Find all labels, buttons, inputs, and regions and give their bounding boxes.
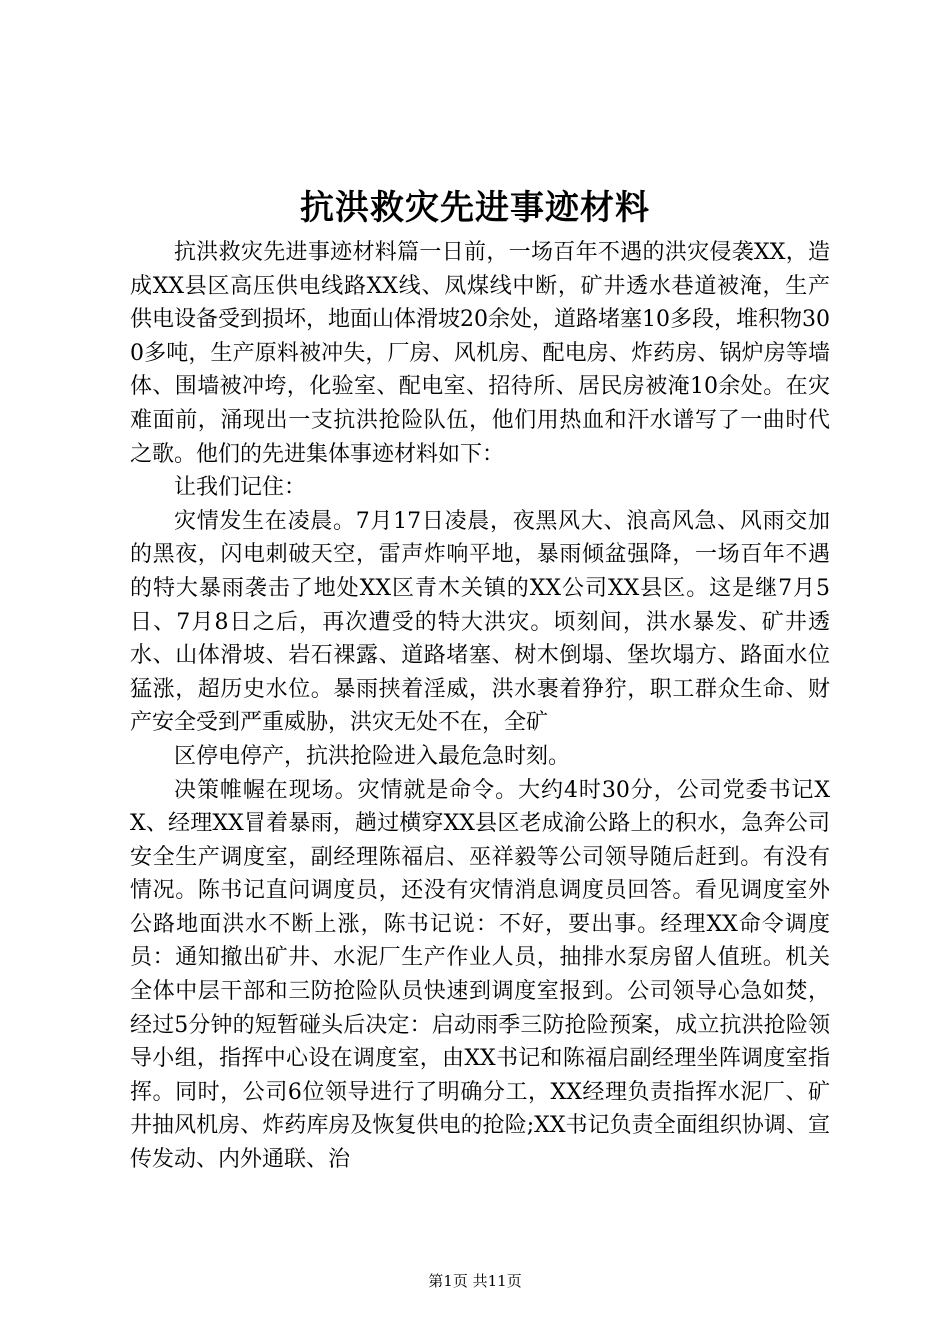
paragraph-decision: 决策帷幄在现场。灾情就是命令。大约4时30分，公司党委书记XX、经理XX冒着暴雨，趟过横穿XX县区老成渝公路上的积水，急奔公司安全生产调度室，副经理陈福启、巫祥毅等公司领导随后赶到。有没有情况。陈书记直问调度员，还没有灾情消息调度员回答。看见调度室外公路地面洪水不断上涨，陈书记说：不好，要出事。经理XX命令调度员：通知撤出矿井、水泥厂生产作业人员，抽排水泵房留人值班。机关全体中层干部和三防抢险队员快速到调度室报到。公司领导心急如焚，经过5分钟的短暂碰头后决定：启动雨季三防抢险预案，成立抗洪抢险领导小组，指挥中心设在调度室，由XX书记和陈福启副经理坐阵调度室指挥。同时，公司6位领导进行了明确分工，XX经理负责指挥水泥厂、矿井抽风机房、炸药库房及恢复供电的抢险;XX书记负责全面组织协调、宣传发动、内外通联、治 <box>130 777 830 1173</box>
page-footer: 第1页 共11页 <box>428 1272 522 1290</box>
document-title: 抗洪救灾先进事迹材料 <box>300 188 650 228</box>
paragraph-intro: 抗洪救灾先进事迹材料篇一日前，一场百年不遇的洪灾侵袭XX，造成XX县区高压供电线路XX线、凤煤线中断，矿井透水巷道被淹，生产供电设备受到损坏，地面山体滑坡20余处，道路堵塞10多段，堆积物300多吨，生产原料被冲失，厂房、风机房、配电房、炸药房、锅炉房等墙体、围墙被冲垮，化验室、配电室、招待所、居民房被淹10余处。在灾难面前，涌现出一支抗洪抢险队伍，他们用热血和汗水谱写了一曲时代之歌。他们的先进集体事迹材料如下： <box>130 240 830 467</box>
paragraph-disaster: 灾情发生在凌晨。7月17日凌晨，夜黑风大、浪高风急、风雨交加的黑夜，闪电刺破天空，雷声炸响平地，暴雨倾盆强降，一场百年不遇的特大暴雨袭击了地处XX区青木关镇的XX公司XX县区。这是继7月5日、7月8日之后，再次遭受的特大洪灾。顷刻间，洪水暴发、矿井透水、山体滑坡、岩石裸露、道路堵塞、树木倒塌、堡坎塌方、路面水位猛涨，超历史水位。暴雨挟着淫威，洪水裹着狰狞，职工群众生命、财产安全受到严重威胁，洪灾无处不在，全矿 <box>130 508 830 736</box>
document-body <box>130 236 830 1177</box>
paragraph-outage: 区停电停产，抗洪抢险进入最危急时刻。 <box>174 743 571 769</box>
paragraph-remember: 让我们记住： <box>174 475 307 501</box>
